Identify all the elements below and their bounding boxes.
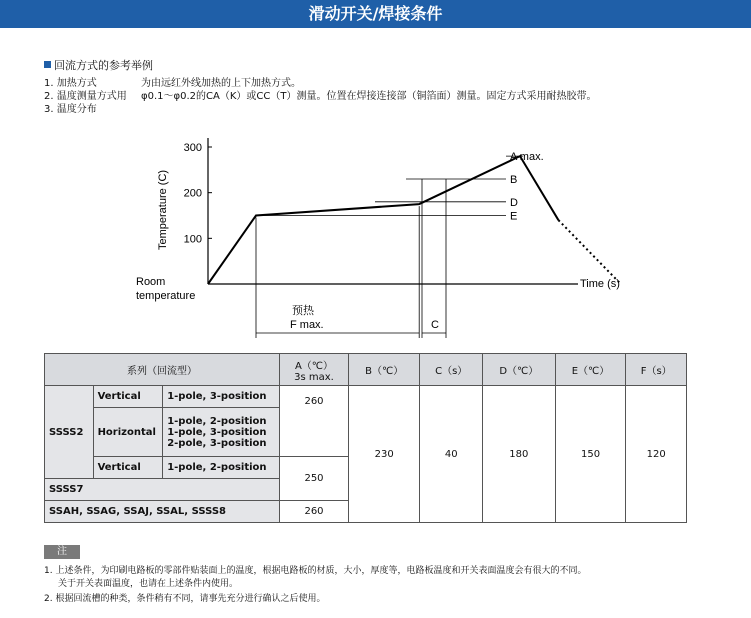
- header-b: B（℃）: [349, 354, 420, 386]
- cell-pos-v1: 1-pole, 3-position: [163, 386, 280, 408]
- pos-h-line-3: 2-pole, 3-position: [167, 437, 267, 449]
- cell-pos-v2: 1-pole, 2-position: [163, 457, 280, 479]
- reference-label-d: D: [510, 196, 518, 209]
- header-series: 系列（回流型）: [45, 354, 280, 386]
- cell-pos-h: [163, 408, 280, 457]
- header-a-line1: A（℃）: [294, 360, 334, 372]
- y-tick-label-200: 200: [183, 187, 202, 200]
- cell-ssss2: SSSS2: [45, 386, 94, 479]
- y-tick-label-300: 300: [183, 142, 202, 154]
- reference-label-b: B: [510, 173, 518, 186]
- cell-e-value: 150: [555, 386, 626, 523]
- cell-a-250: 250: [280, 457, 349, 501]
- cell-vertical-1: Vertical: [93, 386, 163, 408]
- y-tick-label-100: 100: [183, 233, 202, 246]
- pos-h-line-2: 1-pole, 3-position: [167, 426, 267, 438]
- reference-label-e: E: [510, 210, 518, 223]
- item-1-value: 为由远红外线加热的上下加热方式。: [141, 78, 301, 89]
- page-title: 滑动开关/焊接条件: [0, 0, 751, 28]
- cell-b-value: 230: [349, 386, 420, 523]
- cell-c-value: 40: [420, 386, 483, 523]
- cell-a-260-top: 260: [280, 386, 349, 457]
- y-axis-label: Temperature (C): [157, 169, 169, 251]
- soldering-conditions-table: [44, 353, 687, 523]
- header-a: [280, 354, 349, 386]
- header-e: E（℃）: [555, 354, 626, 386]
- header-a-line2: 3s max.: [294, 371, 334, 383]
- cell-ssah: SSAH, SSAG, SSAJ, SSAL, SSSS8: [45, 501, 280, 523]
- note-2: 2. 根据回流槽的种类，条件稍有不同，请事先充分进行确认之后使用。: [44, 594, 326, 604]
- cell-horizontal: Horizontal: [93, 408, 163, 457]
- cell-vertical-2: Vertical: [93, 457, 163, 479]
- cell-d-value: 180: [482, 386, 555, 523]
- preheat-f-max-label: F max.: [290, 319, 324, 331]
- cell-f-value: 120: [626, 386, 687, 523]
- note-1-continued: 关于开关表面温度，也请在上述条件内使用。: [58, 579, 239, 589]
- reference-label-amax: A max.: [510, 151, 544, 164]
- item-2-value: φ0.1～φ0.2的CA（K）或CC（T）测量。位置在焊接连接部（铜箔面）测量。固定方式采用耐热胶带。: [141, 91, 597, 102]
- table-row: [45, 386, 687, 408]
- header-d: D（℃）: [482, 354, 555, 386]
- x-axis-label: Time (s): [580, 278, 620, 290]
- item-2-label: 2. 温度测量方式用: [44, 91, 127, 102]
- note-1: 1. 上述条件，为印刷电路板的零部件贴装面上的温度，根据电路板的材质，大小，厚度等，电路板温度和开关表面温度会有很大的不同。: [44, 566, 587, 576]
- cell-ssss7: SSSS7: [45, 479, 280, 501]
- table-header-row: [45, 354, 687, 386]
- section-heading-text: 回流方式的参考举例: [54, 59, 153, 72]
- item-1-label: 1. 加热方式: [44, 78, 97, 89]
- preheat-label: 预热: [292, 304, 314, 317]
- header-f: F（s）: [626, 354, 687, 386]
- item-3-label: 3. 温度分布: [44, 104, 97, 115]
- header-c: C（s）: [420, 354, 483, 386]
- origin-label-room: Room: [136, 276, 166, 288]
- temperature-profile-line: [208, 156, 558, 284]
- cooldown-dotted-line: [558, 220, 620, 284]
- origin-label-temperature: temperature: [136, 290, 196, 302]
- cell-a-260-bottom: 260: [280, 501, 349, 523]
- pos-h-line-1: 1-pole, 2-position: [167, 415, 267, 427]
- c-dimension-label: C: [431, 319, 439, 331]
- note-badge: 注: [44, 545, 80, 559]
